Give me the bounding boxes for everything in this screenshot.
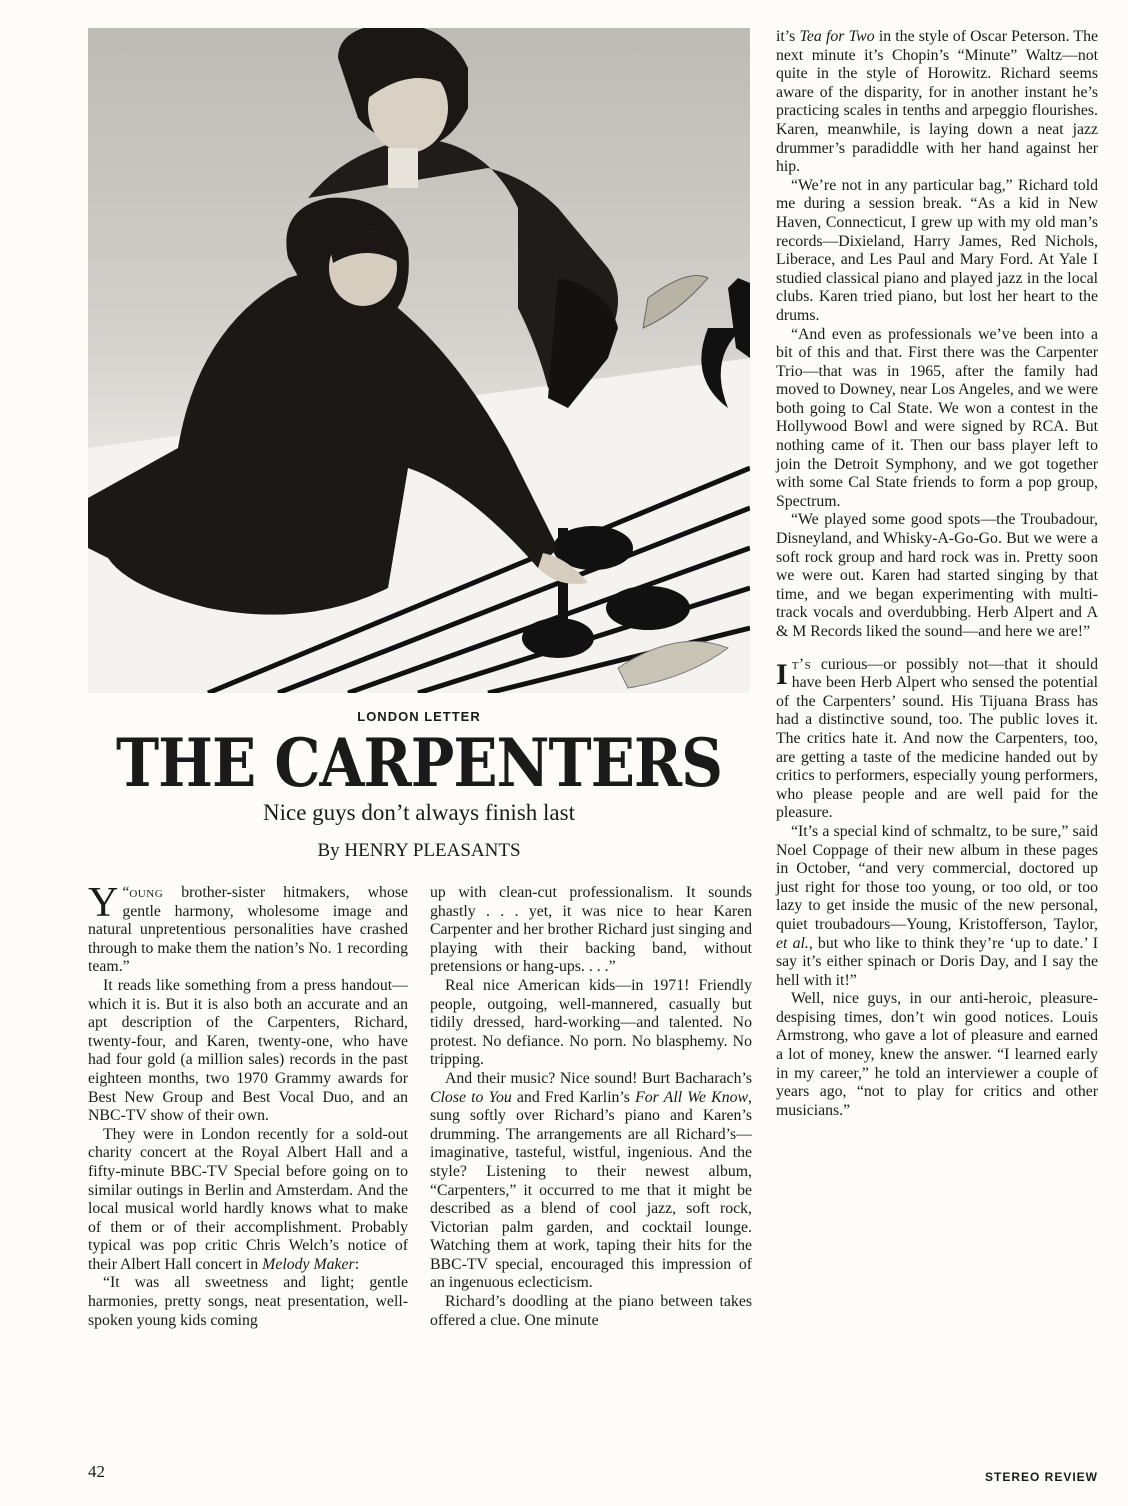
smallcaps-lead: t’s <box>791 655 812 673</box>
paragraph: Well, nice guys, in our anti-heroic, pleasure-despising times, don’t win good notices. Louis Armstrong, who gave a lot of pleasure and earned a lot of money, knew the answer. “I learned early in my career,” he told an interviewer a couple of years ago, “not to play for critics and other musicians.” <box>776 990 1098 1119</box>
song-title: Close to You <box>430 1088 512 1106</box>
paragraph-text: brother-sister hitmakers, whose gentle harmony, wholesome image and natural unpretentious personalities have crashed through to make them the nation’s No. 1 recording team.” <box>88 884 408 976</box>
paragraph-text: , but who like to think they’re ‘up to date.’ I say it’s either spinach or Doris Day, and I say the hell with it!” <box>776 934 1098 989</box>
paragraph: Real nice American kids—in 1971! Friendly people, outgoing, well-mannered, casually but tidily dressed, hard-working—and talented. No protest. No defiance. No porn. No blasphemy. No tripping. <box>430 976 752 1069</box>
column-3 <box>776 28 1098 1120</box>
paragraph: up with clean-cut professionalism. It sounds ghastly . . . yet, it was nice to hear Karen Carpenter and her brother Richard just singing and playing with their backing band, without pretensions or hang-ups. . . .” <box>430 884 752 976</box>
paragraph-text: And their music? Nice sound! Burt Bacharach’s <box>445 1069 752 1087</box>
paragraph: “We played some good spots—the Troubadour, Disneyland, and Whisky-A-Go-Go. But we were a soft rock group and hard rock was in. Pretty soon we were out. Karen had started singing by that time, and we began experimenting with multi-track vocals and overdubbing. Herb Alpert and A & M Records liked the sound—and here we are!” <box>776 511 1098 640</box>
paragraph <box>88 1126 408 1275</box>
section-kicker: LONDON LETTER <box>357 709 481 724</box>
smallcaps-lead: oung <box>129 884 164 901</box>
paragraph: “And even as professionals we’ve been into a bit of this and that. First there was the Carpenter Trio—that was in 1965, after the family had moved to Downey, near Los Angeles, and we were both going to Cal State. We won a contest in the Hollywood Bowl and were signed by RCA. But nothing came of it. Then our bass player left to join the Detroit Symphony, and we got together with some Cal State friends to form a pop group, Spectrum. <box>776 325 1098 510</box>
paragraph-text: , sung softly over Richard’s piano and Karen’s drumming. The arrangements are all Richard’s—imaginative, tasteful, wistful, ingenious. And the style? Listening to their newest album, “Carpenters,” it occurred to me that it might be described as a blend of cool jazz, soft rock, Victorian palm garden, and cocktail lounge. Watching them at work, taping their hits for the BBC-TV special, encouraged this impression of an ingenuous eclecticism. <box>430 1088 752 1292</box>
paragraph <box>776 823 1098 990</box>
paragraph <box>776 28 1098 177</box>
publication-name: Melody Maker <box>262 1255 355 1273</box>
photo-icon <box>88 28 750 693</box>
paragraph-text: “It’s a special kind of schmaltz, to be sure,” said Noel Coppage of their new album in these pages in October, “and very commercial, doctored up just right for those too young, or too old, or too lazy to get inside the music of the new personal, quiet troubadours—Young, Kristofferson, Taylor, <box>776 822 1098 933</box>
article-byline: By HENRY PLEASANTS <box>317 840 521 861</box>
paragraph <box>430 1070 752 1293</box>
paragraph: It reads like something from a press handout—which it is. But it is also both an accurate and an apt description of the Carpenters, Richard, twenty-four, and Karen, twenty-one, who have had four gold (a million sales) records in the past eighteen months, two 1970 Grammy awards for Best New Group and Best Vocal Duo, and an NBC-TV show of their own. <box>88 976 408 1125</box>
dropcap: I <box>776 657 788 691</box>
page-number: 42 <box>88 1462 105 1481</box>
column-2 <box>430 884 752 1330</box>
paragraph-text: and Fred Karlin’s <box>511 1088 636 1106</box>
article-subtitle: Nice guys don’t always finish last <box>263 800 575 825</box>
paragraph-text: it’s <box>776 28 800 45</box>
paragraph-text: They were in London recently for a sold-out charity concert at the Royal Albert Hall and a fifty-minute BBC-TV Special before going on to similar outings in Berlin and Amsterdam. And the local musical world hardly knows what to make of them or of their accomplishment. Probably typical was pop critic Chris Welch’s notice of their Albert Hall concert in <box>88 1125 408 1273</box>
paragraph: “It was all sweetness and light; gentle harmonies, pretty songs, neat presentation, well-spoken young kids coming <box>88 1274 408 1329</box>
paragraph-text: curious—or possibly not—that it should have been Herb Alpert who sensed the potential of the Carpenters’ sound. His Tijuana Brass has had a distinctive sound, too. The public loves it. The critics hate it. And now the Carpenters, too, are getting a taste of the medicine handed out by critics to performers, especially young performers, who please people and are well paid for the pleasure. <box>776 655 1098 822</box>
paragraph-text: : <box>354 1255 360 1273</box>
paragraph: “We’re not in any particular bag,” Richard told me during a session break. “As a kid in New Haven, Connecticut, I grew up with my old man’s records—Dixieland, Harry James, Red Nichols, Liberace, and Les Paul and Mary Ford. At Yale I studied classical piano and played jazz in the local clubs. Karen tried piano, but lost her heart to the drums. <box>776 176 1098 324</box>
song-title: Tea for Two <box>799 28 875 45</box>
latin-phrase: et al. <box>776 934 809 952</box>
carpenters-photo <box>88 28 750 693</box>
paragraph <box>88 880 408 977</box>
paragraph-text: in the style of Oscar Peterson. The next minute it’s Chopin’s “Minute” Waltz—not quite in the style of Horowitz. Richard seems aware of the disparity, for in another instant he’s practicing scales in tenths and arpeggio flourishes. Karen, meanwhile, is laying down a neat jazz drummer’s paradiddle with her hand against her hip. <box>776 28 1098 176</box>
song-title: For All We Know <box>635 1088 749 1106</box>
paragraph: Richard’s doodling at the piano between takes offered a clue. One minute <box>430 1293 752 1329</box>
article-title: THE CARPENTERS <box>115 723 723 803</box>
open-quote: “ <box>122 884 130 901</box>
dropcap: Y <box>88 880 119 926</box>
paragraph <box>776 656 1098 823</box>
publication-footer: STEREO REVIEW <box>984 1470 1098 1484</box>
column-1 <box>88 880 408 1330</box>
